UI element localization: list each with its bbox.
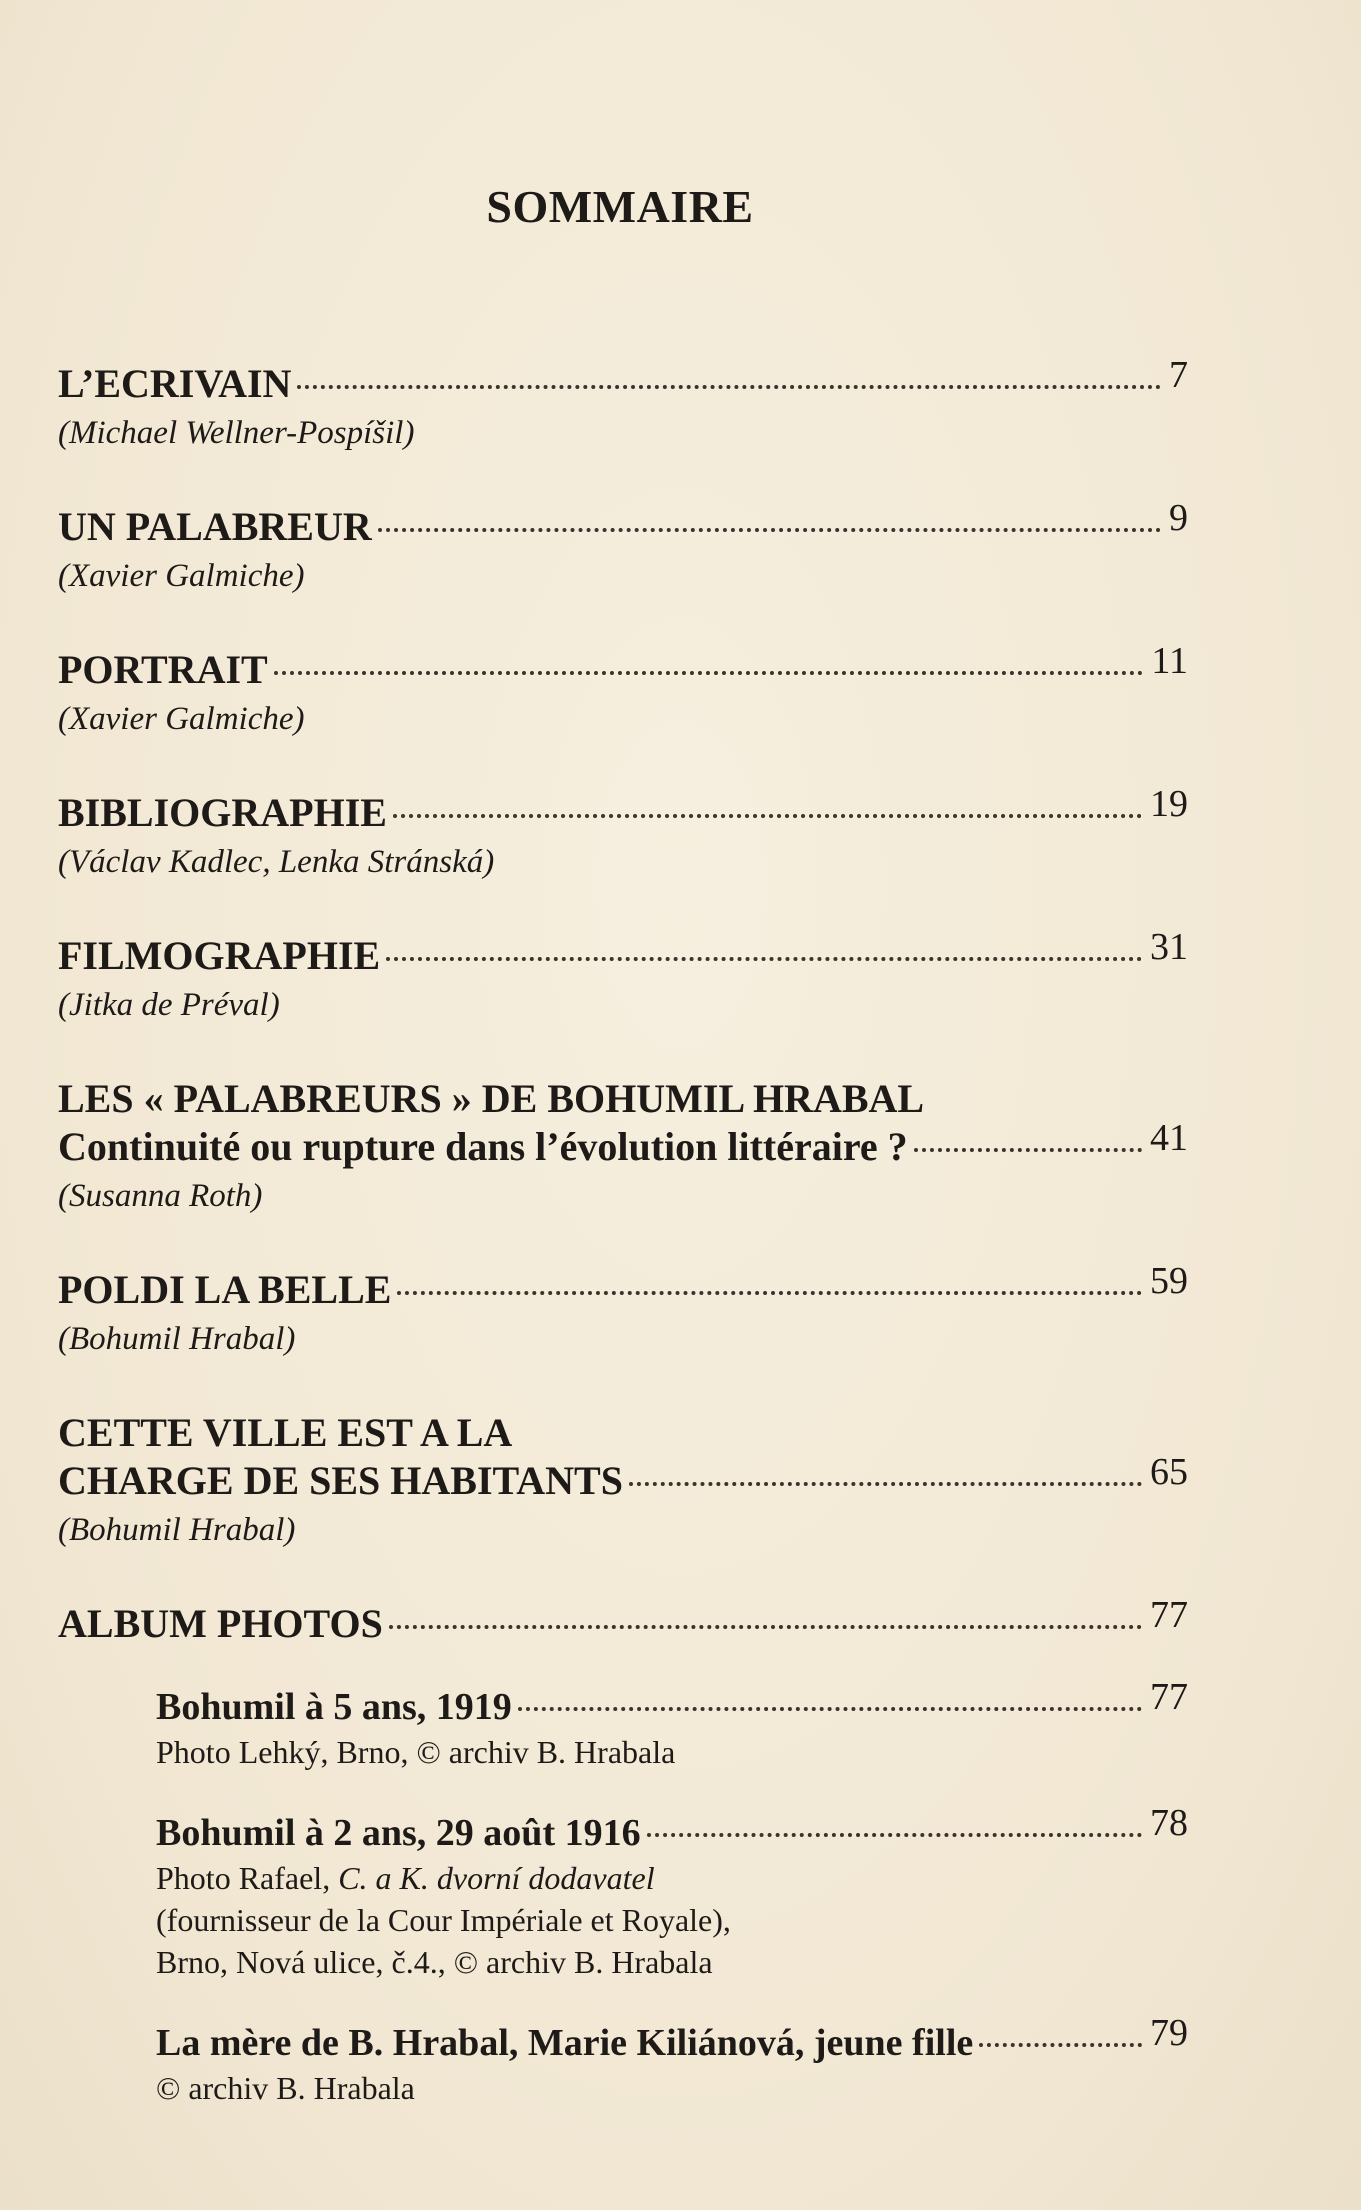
photo-credit: Photo Lehký, Brno, © archiv B. Hrabala	[156, 1734, 676, 1770]
dot-leader	[647, 1833, 1142, 1837]
photo-credit-b: C. a K. dvorní dodavatel	[338, 1860, 655, 1896]
page-title: SOMMAIRE	[486, 181, 754, 232]
toc-entry	[58, 783, 1188, 884]
dot-leader	[629, 1482, 1142, 1486]
entry-author: (Bohumil Hrabal)	[58, 1321, 296, 1357]
page-number: 77	[1150, 1676, 1188, 1718]
entry-title-line1: CETTE VILLE EST A LA	[58, 1410, 513, 1455]
dot-leader	[378, 528, 1161, 532]
entry-title: FILMOGRAPHIE	[58, 933, 381, 978]
page-number: 19	[1150, 783, 1188, 825]
photo-title: Bohumil à 2 ans, 29 août 1916	[156, 1812, 641, 1854]
entry-author: (Václav Kadlec, Lenka Stránská)	[58, 844, 495, 880]
page-number: 41	[1150, 1117, 1188, 1159]
dot-leader	[393, 814, 1142, 818]
photo-entry	[156, 2012, 1188, 2109]
photo-credit: © archiv B. Hrabala	[156, 2070, 415, 2106]
entry-title: L’ECRIVAIN	[58, 361, 292, 406]
entry-author: (Bohumil Hrabal)	[58, 1512, 296, 1548]
table-of-contents	[58, 354, 1188, 2145]
dot-leader	[979, 2043, 1142, 2047]
photo-credit-line3: Brno, Nová ulice, č.4., © archiv B. Hrabala	[156, 1944, 713, 1980]
photo-title: La mère de B. Hrabal, Marie Kiliánová, jeune fille	[156, 2022, 974, 2064]
dot-leader	[914, 1148, 1142, 1152]
photo-credit-line2: (fournisseur de la Cour Impériale et Royale),	[156, 1902, 731, 1938]
toc-entry	[58, 1409, 1188, 1552]
entry-title-line1: LES « PALABREURS » DE BOHUMIL HRABAL	[58, 1076, 925, 1121]
entry-author: (Susanna Roth)	[58, 1178, 263, 1214]
photo-credit	[156, 1857, 1188, 1899]
photo-credit-a: Photo Rafael,	[156, 1860, 339, 1896]
toc-entry	[58, 1594, 1188, 1649]
entry-title-line2: Continuité ou rupture dans l’évolution littéraire ?	[58, 1124, 908, 1169]
toc-entry	[58, 926, 1188, 1027]
page-number: 59	[1150, 1260, 1188, 1302]
photo-entry	[156, 1802, 1188, 1983]
entry-title: UN PALABREUR	[58, 504, 372, 549]
dot-leader	[518, 1707, 1142, 1711]
page-number: 9	[1169, 497, 1188, 539]
page-number: 78	[1150, 1802, 1188, 1844]
page-number: 11	[1151, 640, 1188, 682]
dot-leader	[274, 671, 1144, 675]
toc-entry	[58, 497, 1188, 598]
page-number: 65	[1150, 1451, 1188, 1493]
toc-entry	[58, 1075, 1188, 1218]
dot-leader	[386, 957, 1142, 961]
page-number: 79	[1150, 2012, 1188, 2054]
entry-title: PORTRAIT	[58, 647, 268, 692]
photo-entry	[156, 1676, 1188, 1773]
entry-author: (Xavier Galmiche)	[58, 701, 305, 737]
dot-leader	[397, 1291, 1142, 1295]
toc-entry	[58, 640, 1188, 741]
page-number: 31	[1150, 926, 1188, 968]
dot-leader	[297, 385, 1161, 389]
entry-title-line2: CHARGE DE SES HABITANTS	[58, 1458, 623, 1503]
page-number: 77	[1150, 1594, 1188, 1636]
dot-leader	[389, 1625, 1142, 1629]
toc-entry	[58, 1260, 1188, 1361]
page-number: 7	[1169, 354, 1188, 396]
entry-title: ALBUM PHOTOS	[58, 1601, 383, 1646]
entry-title: BIBLIOGRAPHIE	[58, 790, 387, 835]
entry-title: POLDI LA BELLE	[58, 1267, 392, 1312]
entry-author: (Michael Wellner-Pospíšil)	[58, 415, 415, 451]
entry-author: (Xavier Galmiche)	[58, 558, 305, 594]
entry-author: (Jitka de Préval)	[58, 987, 280, 1023]
toc-entry	[58, 354, 1188, 455]
photo-title: Bohumil à 5 ans, 1919	[156, 1686, 512, 1728]
